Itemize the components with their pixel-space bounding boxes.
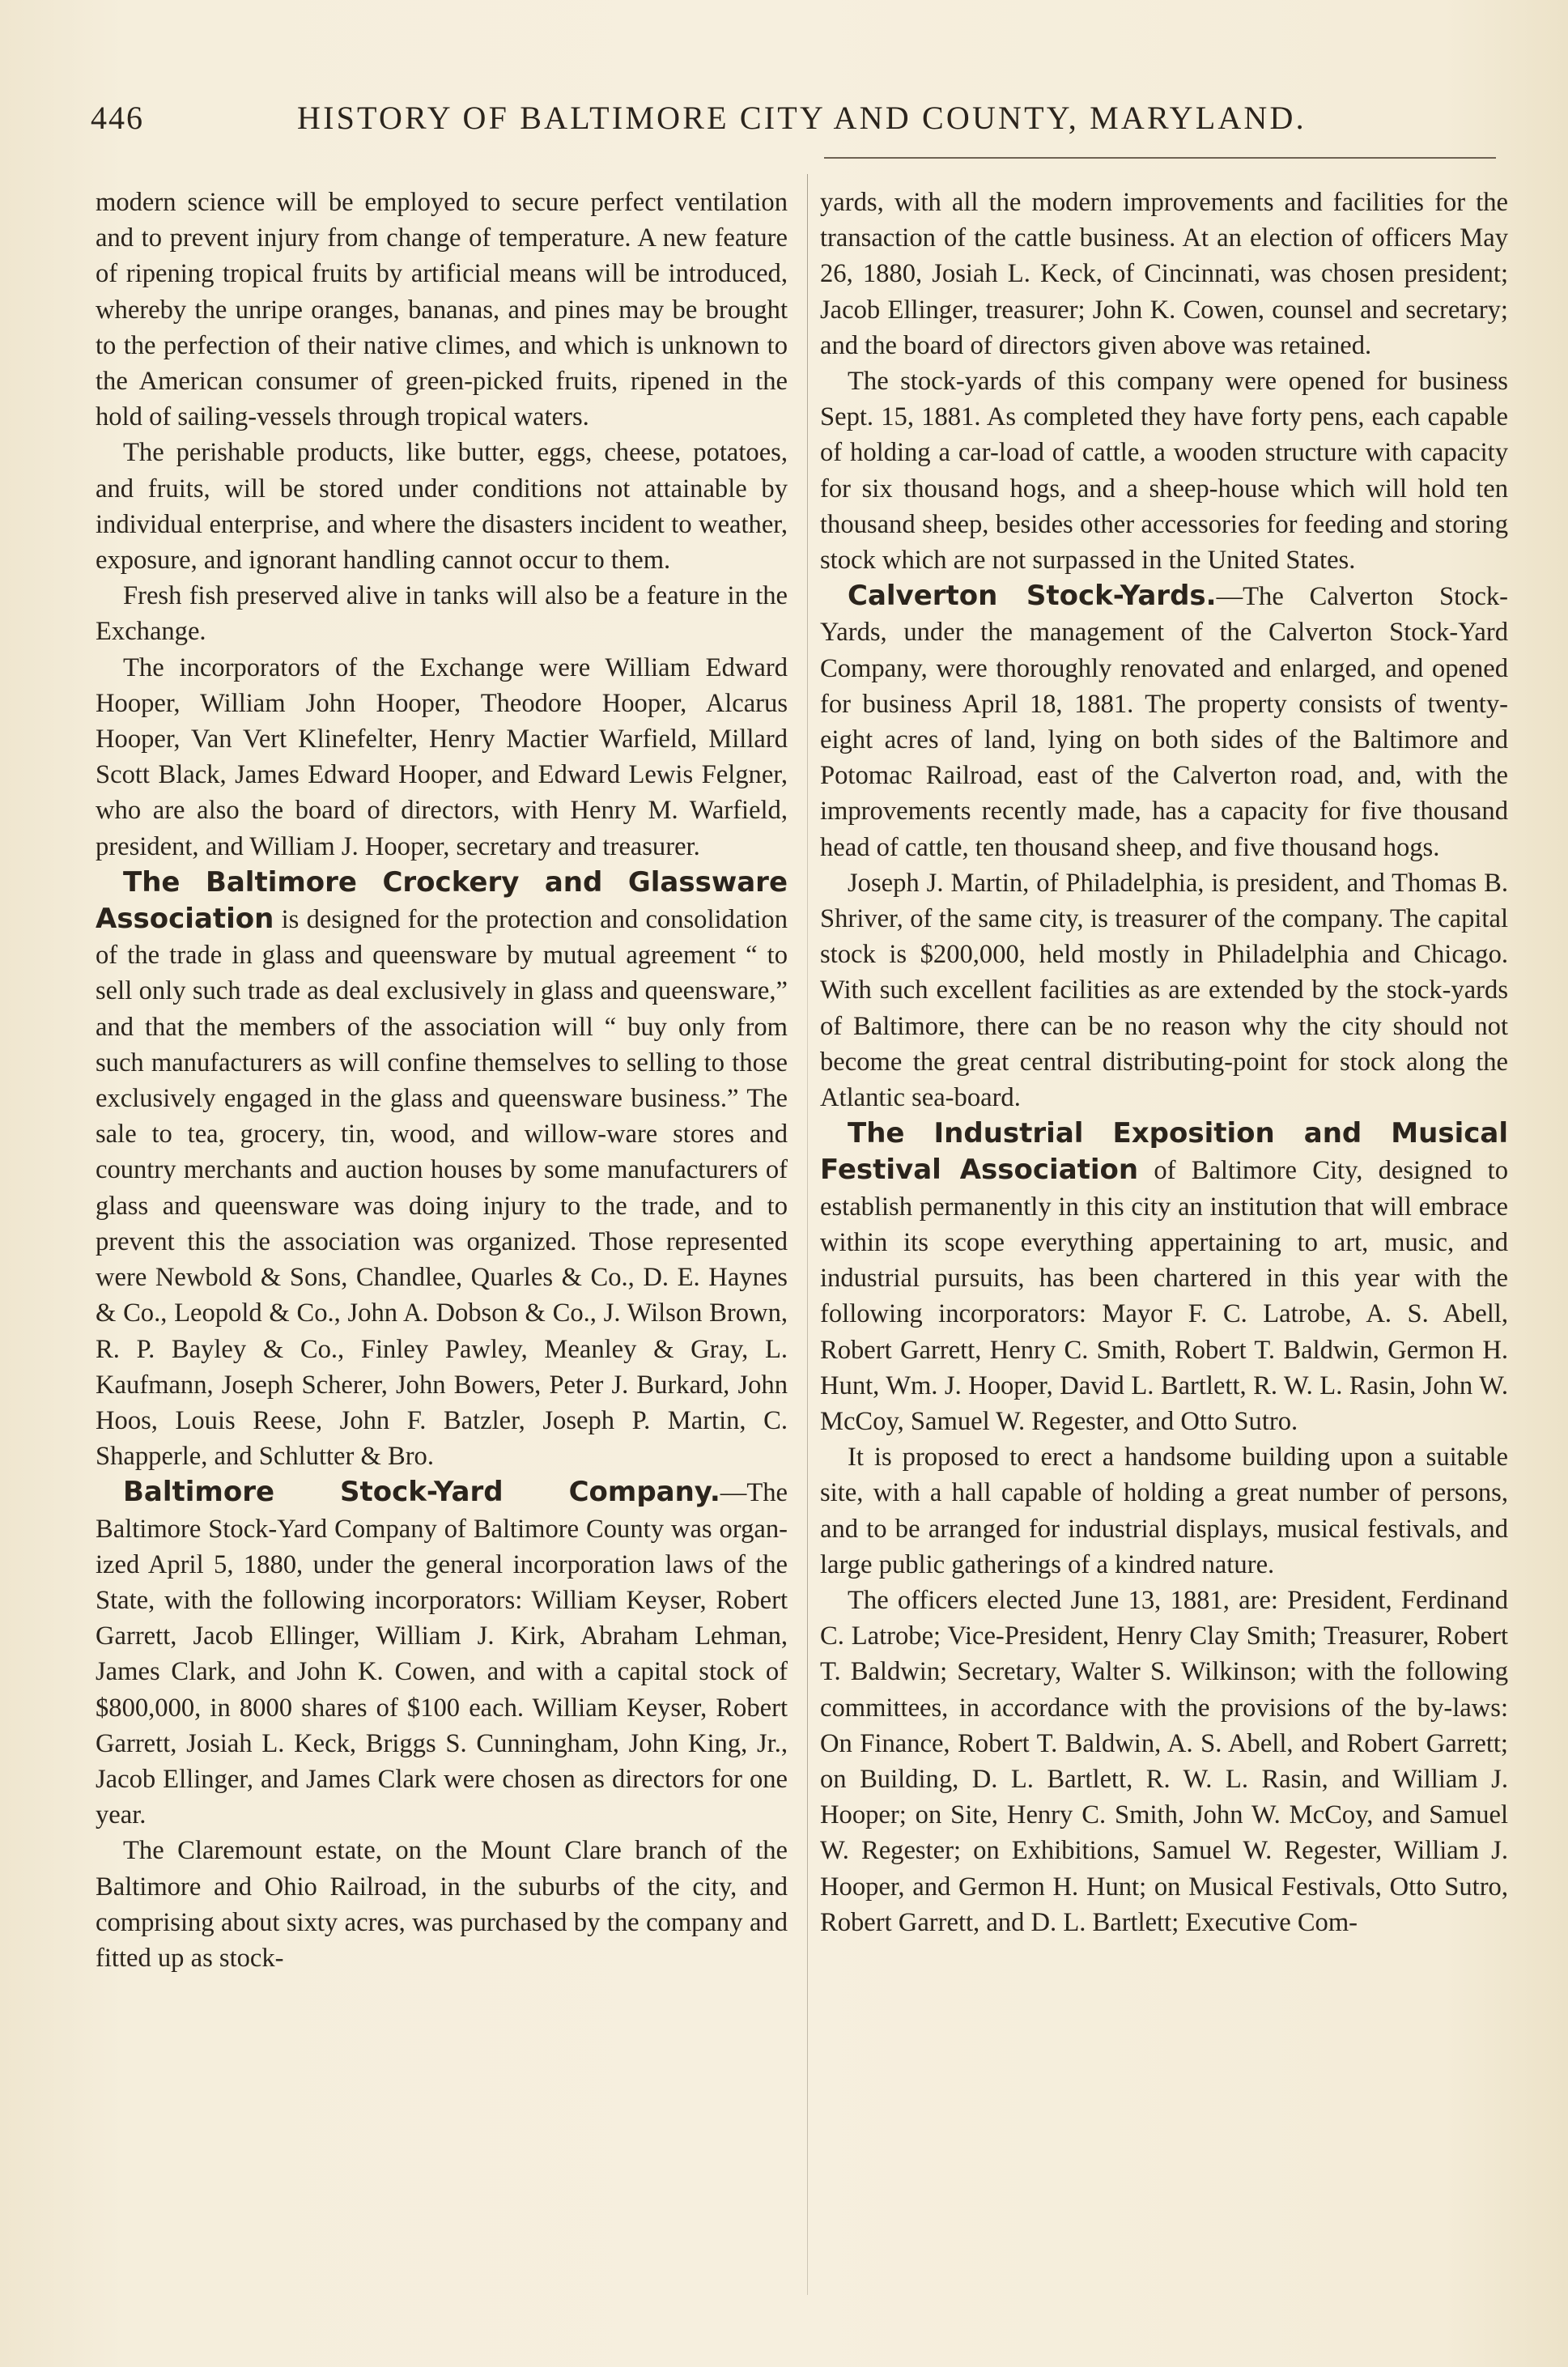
section-paragraph — [96, 865, 788, 1474]
paragraph-text: Fresh fish preserved alive in tanks will also be a feature in the Exchange. — [96, 581, 788, 647]
paragraph — [96, 650, 788, 865]
section-paragraph — [96, 1474, 788, 1833]
right-column — [820, 185, 1508, 1940]
page-number: 446 — [91, 100, 144, 136]
paragraph — [96, 435, 788, 578]
paragraph-text: The perishable products, like butter, eggs, cheese, potatoes, and fruits, will be stored under conditions not attainable by individual enterprise, and where the disasters incident to weather, exposure, and ignorant handling cannot occur to them. — [96, 438, 788, 576]
paragraph-text: The Claremount estate, on the Mount Clare branch of the Baltimore and Ohio Railroad, in the suburbs of the city, and comprising about sixty acres, was purchased by the company and fitted up as stock- — [96, 1836, 788, 1973]
section-heading: The Industrial Exposition and Musical Festival Association — [820, 1117, 1508, 1187]
paragraph — [820, 185, 1508, 363]
paragraph — [820, 363, 1508, 578]
paragraph-text: Joseph J. Martin, of Philadelphia, is president, and Thomas B. Shriver, of the same city, is treasurer of the company. The capital stock is $200,000, held mostly in Philadelphia and Chicago. With such excellent facilities as are extended by the stock-yards of Baltimore, there can be no reason why the city should not become the great central distributing-point for stock along the Atlantic sea-board. — [820, 868, 1508, 1113]
paragraph — [820, 1583, 1508, 1940]
section-heading: Calverton Stock-Yards. — [848, 580, 1217, 613]
paragraph — [96, 578, 788, 649]
paragraph-text: modern science will be employed to secure perfect ventilation and to prevent injury from change of temperature. A new feature of ripening tropical fruits by artificial means will be introduced, whereby the unripe oranges, bananas, and pines may be brought to the perfection of their native climes, and which is unknown to the American consumer of green-picked fruits, ripened in the hold of sailing-vessels through tropical waters. — [96, 188, 788, 432]
paragraph-text: —The Baltimore Stock-Yard Company of Baltimore County was organized April 5, 1880, under the general incorporation laws of the State, with the following incorporators: William Keyser, Robert Garrett, Jacob Ellinger, William J. Kirk, Abraham Lehman, James Clark, and John K. Cowen, and with a capital stock of $800,000, in 8000 shares of $100 each. William Keyser, Robert Garrett, Josiah L. Keck, Briggs S. Cunningham, John King, Jr., Jacob Ellinger, and James Clark were chosen as directors for one year. — [96, 1478, 788, 1830]
section-paragraph — [820, 1116, 1508, 1439]
running-title: HISTORY OF BALTIMORE CITY AND COUNTY, MARYLAND. — [297, 100, 1307, 136]
paragraph-text: —The Calverton Stock-Yards, under the management of the Calverton Stock-Yard Company, were thoroughly renovated and enlarged, and opened for business April 18, 1881. The property consists of twenty-eight acres of land, lying on both sides of the Baltimore and Potomac Railroad, east of the Calverton road, and, with the improvements recently made, has a capacity for five thousand head of cattle, ten thousand sheep, and five thousand hogs. — [820, 582, 1509, 862]
paragraph — [820, 865, 1508, 1116]
paragraph-text: It is proposed to erect a handsome building upon a suitable site, with a hall capable of holding a great number of persons, and to be arranged for industrial displays, musical festivals, and large public gatherings of a kindred nature. — [820, 1443, 1508, 1579]
left-column — [96, 185, 788, 1976]
paragraph-text: yards, with all the modern improvements and facilities for the transaction of the cattle business. At an election of officers May 26, 1880, Josiah L. Keck, of Cincinnati, was chosen president; Jacob Ellinger, treasurer; John K. Cowen, counsel and secretary; and the board of directors given above was retained. — [820, 188, 1508, 360]
paragraph — [96, 1833, 788, 1976]
column-divider — [807, 174, 808, 2295]
paragraph-text: The officers elected June 13, 1881, are: President, Ferdinand C. Latrobe; Vice-President, Henry Clay Smith; Treasurer, Robert T. Baldwin; Secretary, Walter S. Wilkinson; with the following committees, in accordance with the provisions of the by-laws: On Finance, Robert T. Baldwin, A. S. Abell, and Robert Garrett; on Building, D. L. Bartlett, R. W. L. Rasin, and William J. Hooper; on Site, Henry C. Smith, John W. McCoy, and Samuel W. Regester; on Exhibitions, Samuel W. Regester, William J. Hooper, and Germon H. Hunt; on Musical Festivals, Otto Sutro, Robert Garrett, and D. L. Bartlett; Executive Com- — [820, 1585, 1508, 1937]
paragraph-text: The incorporators of the Exchange were William Edward Hooper, William John Hooper, Theodore Hooper, Alcarus Hooper, Van Vert Klinefelter, Henry Mactier Warfield, Millard Scott Black, James Edward Hooper, and Edward Lewis Felgner, who are also the board of directors, with Henry M. Warfield, president, and William J. Hooper, secretary and treasurer. — [96, 652, 788, 861]
section-heading: Baltimore Stock-Yard Company. — [123, 1476, 720, 1509]
paragraph — [820, 1439, 1508, 1583]
paragraph — [96, 185, 788, 435]
header-rule — [824, 157, 1496, 159]
section-paragraph — [820, 578, 1508, 865]
section-heading: The Baltimore Crockery and Glassware Association — [96, 865, 788, 936]
paragraph-text: The stock-yards of this company were opened for business Sept. 15, 1881. As completed they have forty pens, each capable of holding a car-load of cattle, a wooden structure with capacity for six thousand hogs, and a sheep-house which will hold ten thousand sheep, besides other accessories for feeding and storing stock which are not surpassed in the United States. — [820, 367, 1508, 576]
paragraph-text: of Baltimore City, designed to establish permanently in this city an institution that will embrace within its scope everything appertaining to art, music, and industrial pursuits, has been chartered in this year with the following incorporators: Mayor F. C. Latrobe, A. S. Abell, Robert Garrett, Henry C. Smith, Robert T. Baldwin, Germon H. Hunt, Wm. J. Hooper, David L. Bartlett, R. W. L. Rasin, John W. McCoy, Samuel W. Regester, and Otto Sutro. — [820, 1156, 1508, 1436]
paragraph-text: is designed for the protection and consolidation of the trade in glass and queensware by mutual agreement “ to sell only such trade as deal exclusively in glass and queensware,” and that the members of the association will “ buy only from such manufacturers as will confine themselves to selling to those exclusively engaged in the glass and queensware business.” The sale to tea, grocery, tin, wood, and willow-ware stores and country merchants and auction houses by some manufacturers of glass and queensware was doing injury to the trade, and to prevent this the association was organized. Those represented were Newbold & Sons, Chandlee, Quarles & Co., D. E. Haynes & Co., Leopold & Co., John A. Dobson & Co., J. Wilson Brown, R. P. Bayley & Co., Finley Pawley, Meanley & Gray, L. Kaufmann, Joseph Scherer, John Bowers, Peter J. Burkard, John Hoos, Louis Reese, John F. Batzler, Joseph P. Martin, C. Shapperle, and Schlutter & Bro. — [96, 905, 788, 1472]
running-head — [91, 91, 1434, 139]
